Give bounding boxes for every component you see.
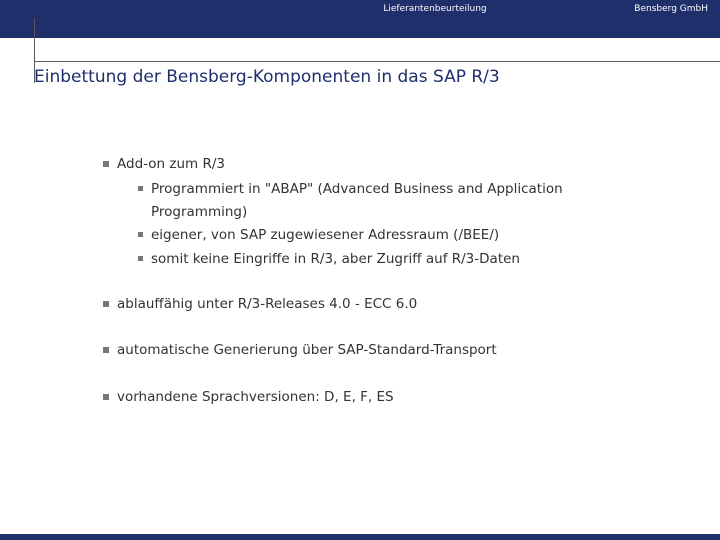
sub-bullet-item: [138, 227, 499, 243]
bullet-item: [103, 156, 225, 172]
sub-bullet-item: [138, 251, 520, 267]
bullet-text: Add-on zum R/3: [117, 156, 225, 172]
sub-bullet-continuation: [151, 204, 247, 220]
bullet-item: [103, 296, 417, 312]
bullet-marker: [103, 347, 109, 353]
sub-bullet-marker: [138, 232, 143, 237]
bullet-text: ablauffähig unter R/3-Releases 4.0 - ECC 6.0: [117, 296, 418, 312]
sub-bullet-text: Programmiert in "ABAP" (Advanced Business and Application: [151, 181, 563, 197]
horizontal-divider: [34, 61, 720, 62]
bullet-marker: [103, 161, 109, 167]
sub-bullet-text: eigener, von SAP zugewiesener Adressraum (/BEE/): [151, 227, 500, 243]
bullet-item: [103, 389, 394, 405]
bullet-marker: [103, 301, 109, 307]
slide-title: Einbettung der Bensberg-Komponenten in das SAP R/3: [34, 67, 500, 87]
sub-bullet-text: Programming): [151, 204, 248, 220]
sub-bullet-item: [138, 181, 563, 197]
bullet-text: automatische Generierung über SAP-Standard-Transport: [117, 342, 497, 358]
sub-bullet-marker: [138, 186, 143, 191]
footer-band: [0, 534, 720, 540]
sub-bullet-text: somit keine Eingriffe in R/3, aber Zugriff auf R/3-Daten: [151, 251, 520, 267]
header-title: Lieferantenbeurteilung: [383, 4, 487, 14]
bullet-marker: [103, 394, 109, 400]
bullet-item: [103, 342, 497, 358]
bullet-text: vorhandene Sprachversionen: D, E, F, ES: [117, 389, 394, 405]
header-band: [0, 0, 720, 38]
company-name: Bensberg GmbH: [634, 4, 708, 14]
sub-bullet-marker: [138, 256, 143, 261]
